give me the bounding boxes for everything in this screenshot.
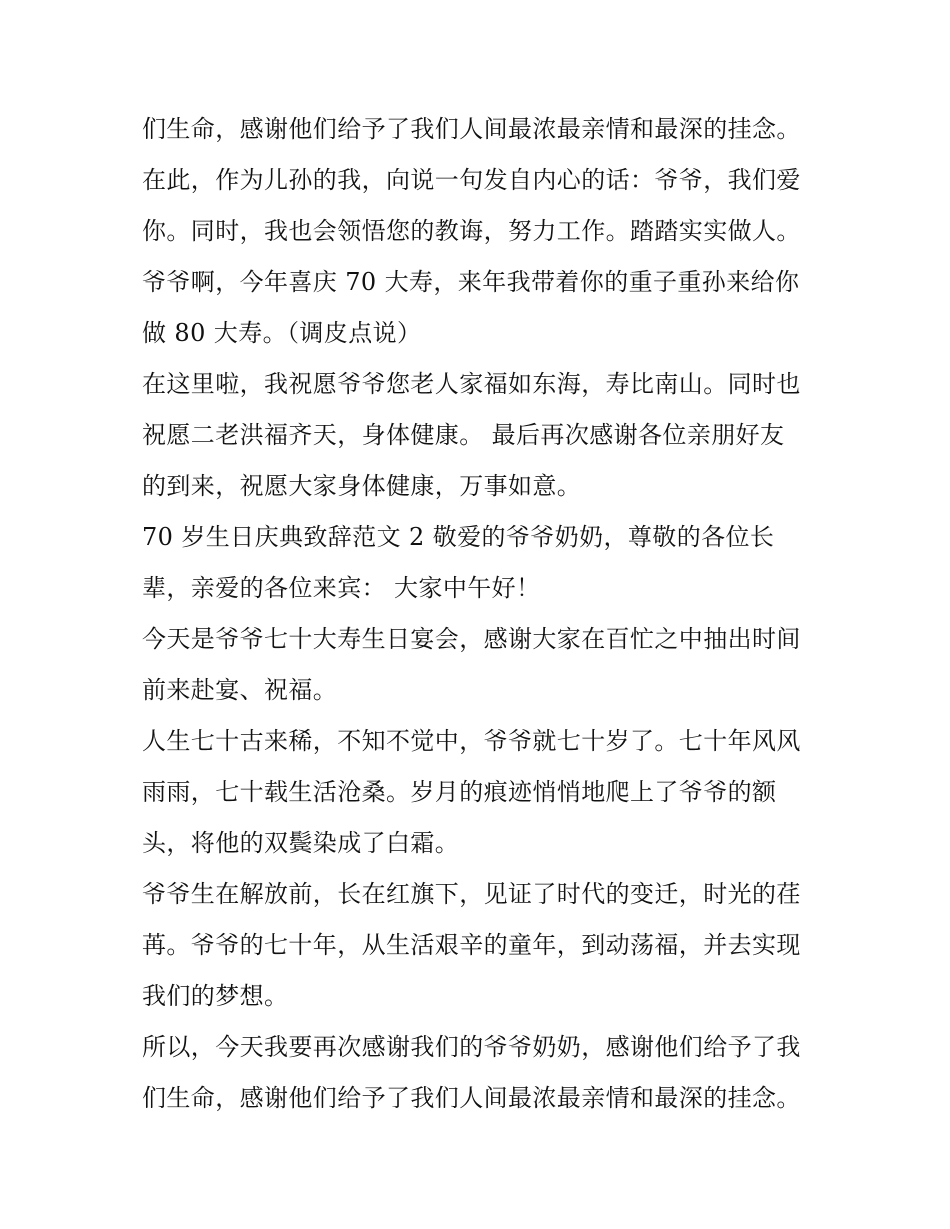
text-line: 们生命，感谢他们给予了我们人间最浓最亲情和最深的挂念。: [142, 1084, 801, 1112]
text-line: 所以，今天我要再次感谢我们的爷爷奶奶，感谢他们给予了我: [142, 1033, 801, 1061]
text-line: 在这里啦，我祝愿爷爷您老人家福如东海，寿比南山。同时也: [142, 370, 801, 398]
text-line: 在此，作为儿孙的我，向说一句发自内心的话：爷爷，我们爱: [142, 166, 801, 194]
document-body: [142, 104, 818, 1124]
text-line: 雨雨，七十载生活沧桑。岁月的痕迹悄悄地爬上了爷爷的额: [142, 778, 777, 806]
text-line: 你。同时，我也会领悟您的教诲，努力工作。踏踏实实做人。: [142, 217, 801, 245]
text-line: 苒。爷爷的七十年，从生活艰辛的童年，到动荡福，并去实现: [142, 931, 801, 959]
text-line: 祝愿二老洪福齐天，身体健康。 最后再次感谢各位亲朋好友: [142, 421, 785, 449]
text-line: 做 80 大寿。（调皮点说）: [142, 319, 422, 347]
text-line: 们生命，感谢他们给予了我们人间最浓最亲情和最深的挂念。: [142, 115, 801, 143]
text-line: 爷爷生在解放前，长在红旗下，见证了时代的变迁，时光的荏: [142, 880, 801, 908]
text-line: 前来赴宴、祝福。: [142, 676, 338, 704]
text-line: 70 岁生日庆典致辞范文 2 敬爱的爷爷奶奶，尊敬的各位长: [142, 523, 775, 551]
text-line: 我们的梦想。: [142, 982, 289, 1010]
text-line: 今天是爷爷七十大寿生日宴会，感谢大家在百忙之中抽出时间: [142, 625, 801, 653]
text-line: 爷爷啊，今年喜庆 70 大寿，来年我带着你的重子重孙来给你: [142, 268, 800, 296]
text-line: 辈，亲爱的各位来宾： 大家中午好！: [142, 574, 541, 602]
text-line: 头，将他的双鬓染成了白霜。: [142, 829, 460, 857]
text-line: 人生七十古来稀，不知不觉中，爷爷就七十岁了。七十年风风: [142, 727, 801, 755]
text-line: 的到来，祝愿大家身体健康，万事如意。: [142, 472, 582, 500]
